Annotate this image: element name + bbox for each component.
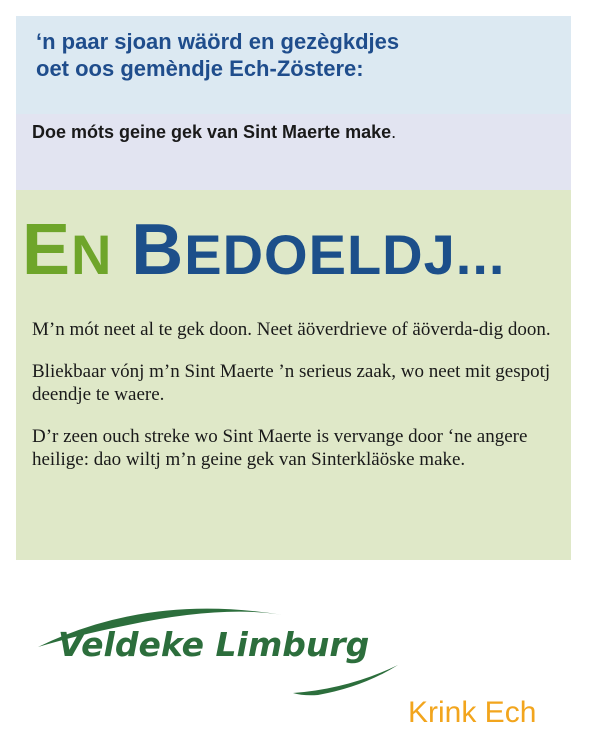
header-line-2: oet oos gemèndje Ech-Zöstere: bbox=[36, 56, 364, 81]
paragraph-3: D’r zeen ouch streke wo Sint Maerte is vervange door ‘ne angere heilige: dao wiltj m’n geine gek van Sinterkläöske make. bbox=[32, 426, 528, 470]
saying-text bbox=[32, 122, 396, 143]
header-title bbox=[36, 28, 399, 82]
header-box bbox=[16, 16, 571, 114]
heading-word-en-initial: E bbox=[22, 210, 72, 290]
heading-word-bedoeldj-initial: B bbox=[131, 210, 185, 290]
section-heading bbox=[22, 210, 505, 295]
header-line-1: ‘n paar sjoan wäörd en gezègkdjes bbox=[36, 29, 400, 54]
krink-ech-label: Krink Ech bbox=[408, 696, 537, 729]
veldeke-limburg-logo bbox=[18, 595, 418, 705]
explanation-box bbox=[16, 190, 571, 560]
saying-main: Doe móts geine gek van Sint Maerte make bbox=[32, 122, 392, 142]
saying-period: . bbox=[391, 122, 397, 142]
explanation-paragraphs bbox=[32, 318, 562, 490]
logo-text: Veldeke Limburg bbox=[58, 625, 370, 664]
heading-word-en bbox=[22, 210, 113, 290]
paragraph-2: Bliekbaar vónj m’n Sint Maerte ’n serieus zaak, wo neet mit gespotj deendje te waere. bbox=[32, 361, 551, 405]
saying-box bbox=[16, 114, 571, 190]
paragraph-1: M’n mót neet al te gek doon. Neet äöverdrieve of äöverda-dig doon. bbox=[32, 319, 551, 340]
heading-word-en-rest: N bbox=[71, 223, 113, 286]
heading-word-bedoeldj bbox=[131, 210, 506, 290]
heading-word-bedoeldj-rest: EDOELDJ... bbox=[184, 223, 506, 286]
